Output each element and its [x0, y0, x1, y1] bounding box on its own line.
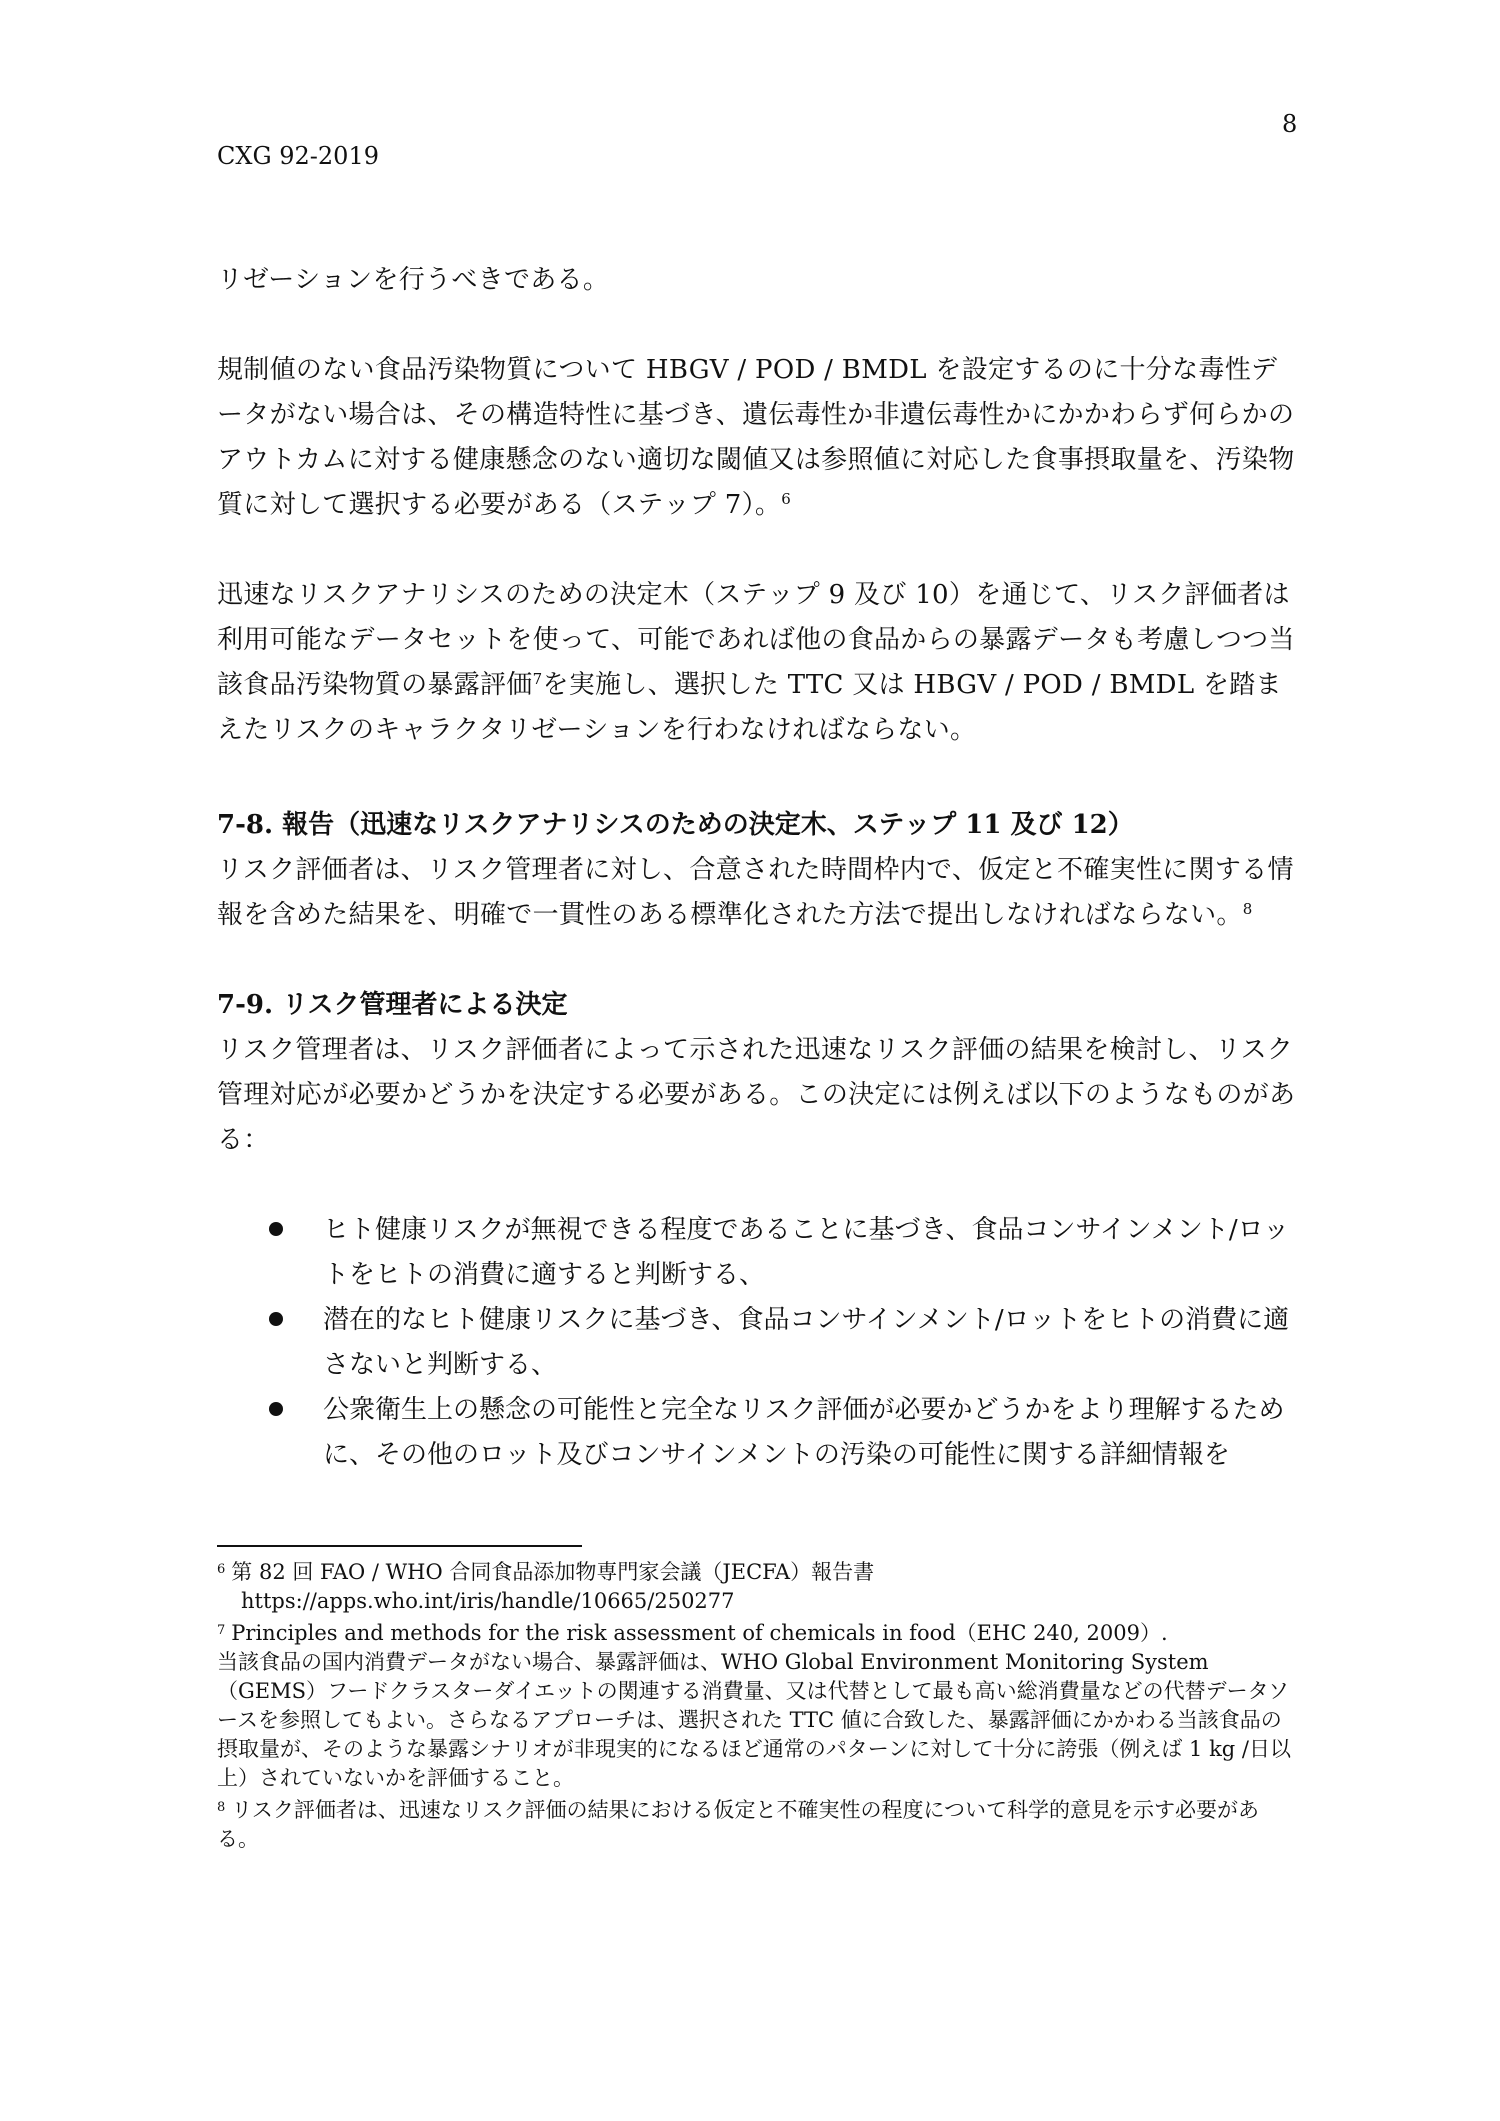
paragraph-hbgv — [217, 348, 1297, 528]
bullet-icon — [269, 1312, 283, 1326]
footnote-ref-6[interactable]: 6 — [781, 490, 792, 508]
bullet-icon — [269, 1222, 283, 1236]
section-7-9-heading: 7-9. リスク管理者による決定 — [217, 990, 568, 1020]
paragraph-hbgv-text — [217, 348, 1297, 528]
footnote-7-text: 当該食品の国内消費データがない場合、暴露評価は、WHO Global Environment Monitoring System（GEMS）フードクラスターダイエットの関連する消費量、又は代替として最も高い総消費量などの代替データソースを参照してもよい。さらなるアプローチは、選択された TTC 値に合致した、暴露評価にかかわる当該食品の摂取量が、そのような暴露シナリオが非現実的になるほど通常のパターンに対して十分に誇張（例えば 1 kg /日以上）されていないかを評価すること。 — [217, 1650, 1291, 1790]
paragraph-decision-tree-text — [217, 573, 1297, 753]
decision-bullet-list — [217, 1208, 1297, 1478]
continuation-text: リゼーションを行うべきである。 — [217, 265, 610, 295]
paragraph-decision-tree-part1: 迅速なリスクアナリシスのための決定木（ステップ 9 及び 10）を通じて、リスク評価者は利用可能なデータセットを使って、可能であれば他の食品からの暴露データも考慮しつつ当該食品汚染物質の暴露評価 — [217, 580, 1295, 700]
footnote-ref-8[interactable]: 8 — [1242, 900, 1253, 918]
list-item — [217, 1388, 1297, 1478]
footnote-6-mark: 6 — [217, 1562, 226, 1577]
footnote-8 — [217, 1793, 1297, 1854]
document-code: CXG 92-2019 — [217, 142, 379, 170]
footnote-6-text: 第 82 回 FAO / WHO 合同食品添加物専門家会議（JECFA）報告書 — [231, 1560, 875, 1584]
bullet-icon — [269, 1402, 283, 1416]
list-item-text: 公衆衛生上の懸念の可能性と完全なリスク評価が必要かどうかをより理解するために、その他のロット及びコンサインメントの汚染の可能性に関する詳細情報を — [323, 1395, 1285, 1470]
footnote-8-mark: 8 — [217, 1800, 226, 1815]
paragraph-decision-tree — [217, 573, 1297, 753]
section-7-9-body — [217, 1028, 1297, 1163]
continuation-paragraph — [217, 258, 1297, 303]
footnote-7-citation: Principles and methods for the risk assessment of chemicals in food（EHC 240, 2009）. — [231, 1621, 1168, 1645]
section-7-8-text — [217, 848, 1297, 938]
section-7-8-text-body: リスク評価者は、リスク管理者に対し、合意された時間枠内で、仮定と不確実性に関する情報を含めた結果を、明確で一貫性のある標準化された方法で提出しなければならない。 — [217, 855, 1294, 930]
footnote-8-text: リスク評価者は、迅速なリスク評価の結果における仮定と不確実性の程度について科学的意見を示す必要がある。 — [217, 1798, 1260, 1851]
paragraph-decision-tree-part2: を実施し、選択した TTC 又は HBGV / POD / BMDL を踏まえたリスクのキャラクタリゼーションを行わなければならない。 — [217, 670, 1282, 745]
footnote-7 — [217, 1616, 1297, 1793]
footnote-divider — [217, 1545, 582, 1547]
footnote-7-mark: 7 — [217, 1623, 226, 1638]
list-item — [217, 1298, 1297, 1388]
section-7-8-heading: 7-8. 報告（迅速なリスクアナリシスのための決定木、ステップ 11 及び 12） — [217, 810, 1134, 840]
footnote-6 — [217, 1555, 1297, 1616]
list-item-text: ヒト健康リスクが無視できる程度であることに基づき、食品コンサインメント/ロットをヒトの消費に適すると判断する、 — [323, 1215, 1290, 1290]
footnote-ref-7[interactable]: 7 — [532, 670, 543, 688]
list-item-text: 潜在的なヒト健康リスクに基づき、食品コンサインメント/ロットをヒトの消費に適さないと判断する、 — [323, 1305, 1290, 1380]
footnotes — [217, 1555, 1297, 1854]
paragraph-hbgv-body: 規制値のない食品汚染物質について HBGV / POD / BMDL を設定するのに十分な毒性データがない場合は、その構造特性に基づき、遺伝毒性か非遺伝毒性かにかかわらず何らかのアウトカムに対する健康懸念のない適切な閾値又は参照値に対応した食事摂取量を、汚染物質に対して選択する必要がある（ステップ 7）。 — [217, 355, 1295, 520]
section-7-9-text: リスク管理者は、リスク評価者によって示された迅速なリスク評価の結果を検討し、リスク管理対応が必要かどうかを決定する必要がある。この決定には例えば以下のようなものがある： — [217, 1035, 1296, 1155]
list-item — [217, 1208, 1297, 1298]
section-7-8-body — [217, 848, 1297, 938]
page-number: 8 — [1282, 110, 1298, 138]
footnote-6-link[interactable]: https://apps.who.int/iris/handle/10665/250277 — [241, 1589, 735, 1613]
